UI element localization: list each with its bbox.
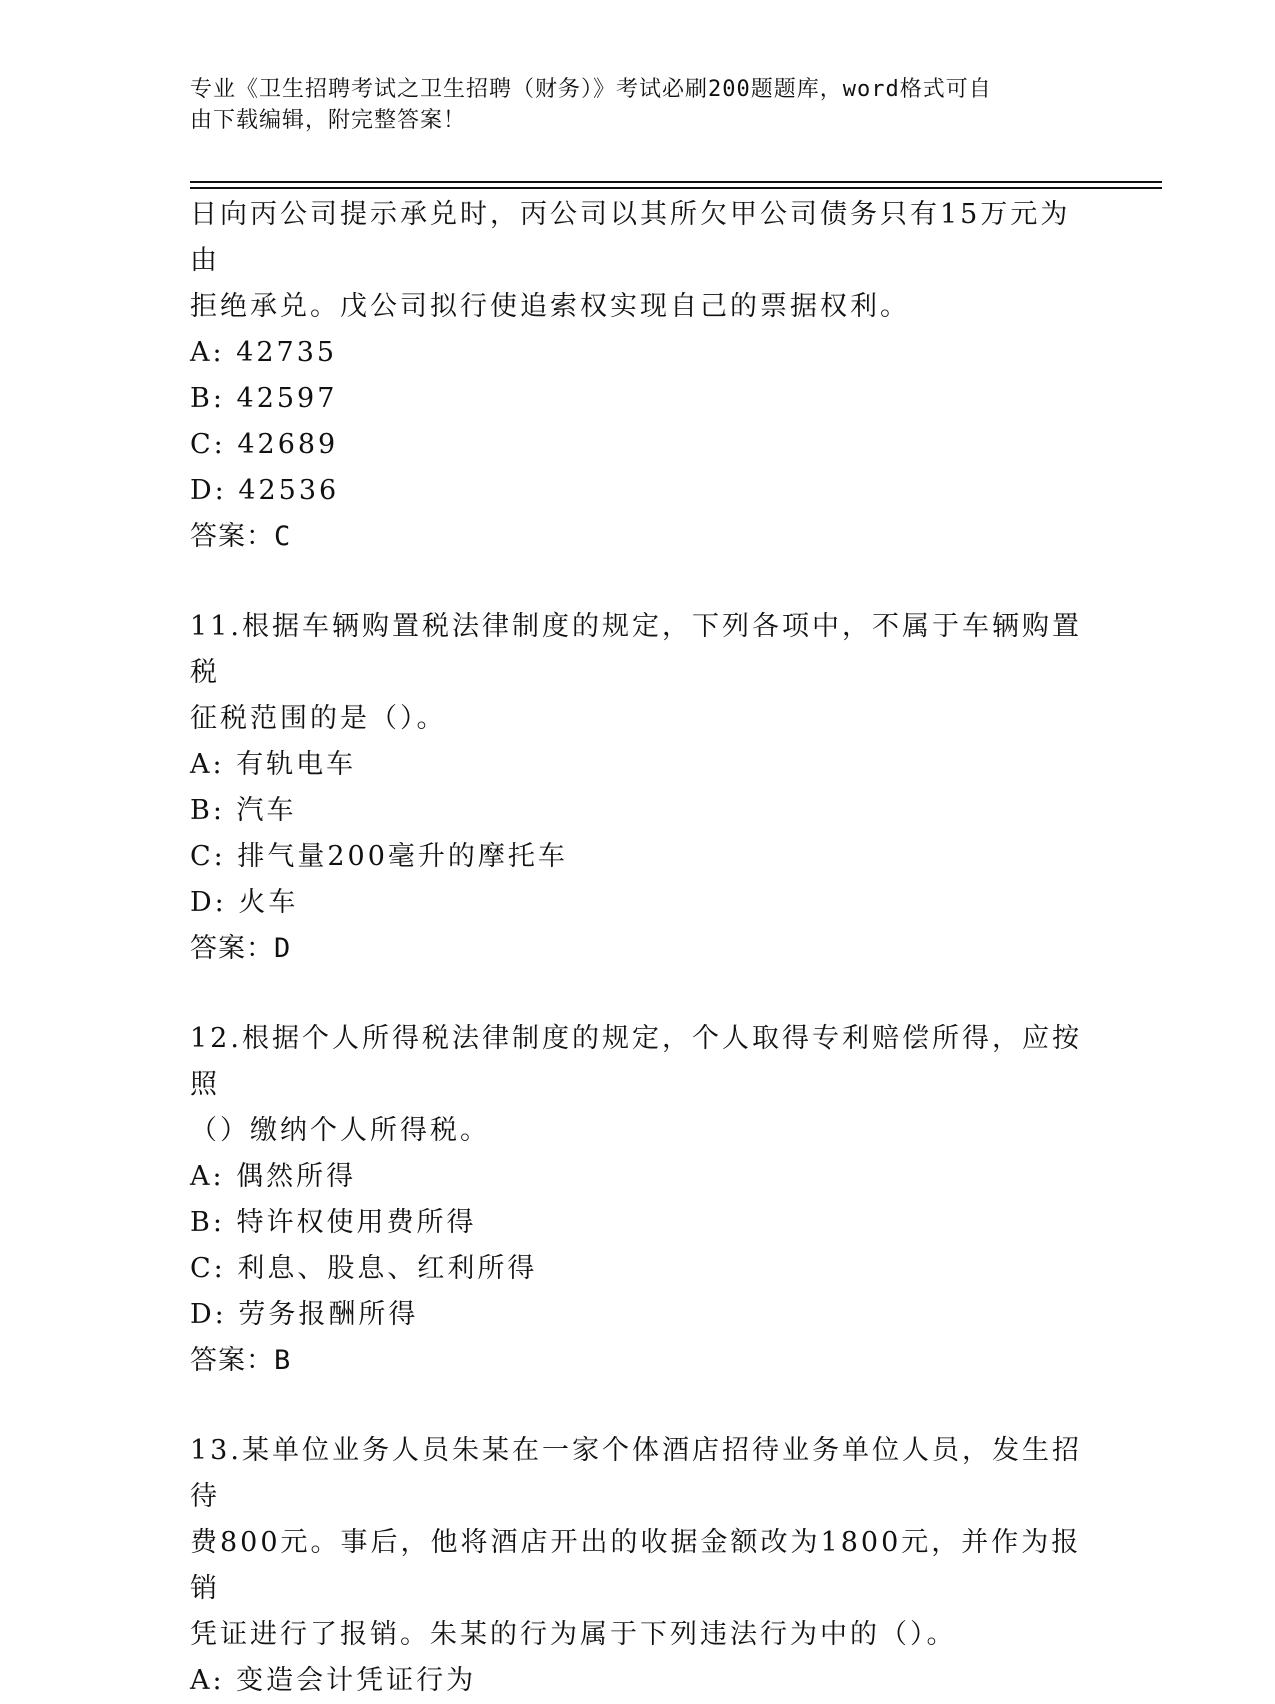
answer-line: 答案：D: [190, 933, 292, 964]
option-a: A: 变造会计凭证行为: [190, 1665, 477, 1696]
option-a: A: 42735: [190, 337, 338, 368]
option-d: D: 劳务报酬所得: [190, 1299, 419, 1330]
option-b: B: 汽车: [190, 795, 297, 826]
question-stem-line: 征税范围的是（）。: [190, 703, 447, 734]
question-stem-line: 11.根据车辆购置税法律制度的规定，下列各项中，不属于车辆购置税: [190, 611, 1082, 688]
option-a: A: 偶然所得: [190, 1161, 357, 1192]
option-c: C: 42689: [190, 429, 339, 460]
answer-line: 答案：B: [190, 1345, 292, 1376]
question-spacer: [190, 560, 1090, 604]
option-a: A: 有轨电车: [190, 749, 357, 780]
question-13: [190, 1428, 1090, 1704]
option-d: D: 火车: [190, 887, 299, 918]
option-d: D: 42536: [190, 475, 340, 506]
header-divider-bottom: [190, 187, 1162, 189]
question-stem-line: 费800元。事后，他将酒店开出的收据金额改为1800元，并作为报销: [190, 1527, 1082, 1604]
answer-line: 答案：C: [190, 521, 292, 552]
question-stem-line: 日向丙公司提示承兑时，丙公司以其所欠甲公司债务只有15万元为由: [190, 199, 1071, 276]
question-stem-line: （）缴纳个人所得税。: [190, 1115, 490, 1146]
question-stem-line: 拒绝承兑。戊公司拟行使追索权实现自己的票据权利。: [190, 291, 910, 322]
option-b: B: 42597: [190, 383, 338, 414]
question-stem-line: 12.根据个人所得税法律制度的规定，个人取得专利赔偿所得，应按照: [190, 1023, 1082, 1100]
header-divider-top: [190, 181, 1162, 183]
question-12: [190, 1016, 1090, 1384]
header-title-line-1: 专业《卫生招聘考试之卫生招聘（财务）》考试必刷200题题库，word格式可自: [190, 77, 992, 102]
question-stem-line: 13.某单位业务人员朱某在一家个体酒店招待业务单位人员，发生招待: [190, 1435, 1082, 1512]
option-b: B: 特许权使用费所得: [190, 1207, 477, 1238]
option-c: C: 排气量200毫升的摩托车: [190, 841, 568, 872]
option-c: C: 利息、股息、红利所得: [190, 1253, 538, 1284]
document-header: [190, 74, 1090, 136]
question-stem-line: 凭证进行了报销。朱某的行为属于下列违法行为中的（）。: [190, 1619, 957, 1650]
question-list: [190, 192, 1090, 1704]
question-11: [190, 604, 1090, 972]
question-spacer: [190, 1384, 1090, 1428]
question-continued: [190, 192, 1090, 560]
question-spacer: [190, 972, 1090, 1016]
header-title-line-2: 由下载编辑，附完整答案！: [190, 108, 467, 133]
